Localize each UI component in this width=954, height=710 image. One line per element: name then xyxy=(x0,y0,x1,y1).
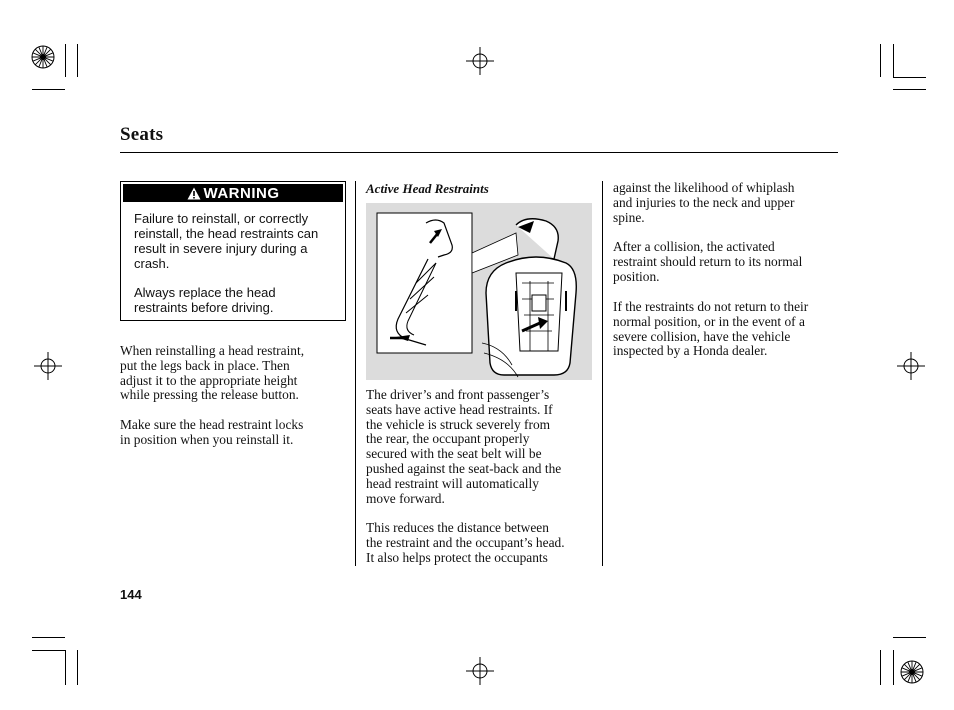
registration-crosshair-icon xyxy=(34,352,62,380)
figure-caption: Active Head Restraints xyxy=(366,181,489,196)
body-paragraph: After a collision, the activated restraint should return to its normal position. xyxy=(613,239,803,284)
color-starburst-icon xyxy=(900,660,924,684)
body-paragraph: When reinstalling a head restraint, put the legs back in place. Then adjust it to the appropriate height while pressing the release button. xyxy=(120,343,305,403)
active-head-restraint-illustration xyxy=(366,203,592,380)
body-paragraph: The driver’s and front passenger’s seats have active head restraints. If the vehicle is struck severely from the rear, the occupant properly secured with the seat belt will be pushed against the seat-back and the head restraint will automatically move forward. xyxy=(366,387,562,506)
warning-label: WARNING xyxy=(203,184,280,202)
warning-triangle-icon xyxy=(187,187,201,200)
warning-box xyxy=(120,181,346,321)
body-paragraph: Make sure the head restraint locks in position when you reinstall it. xyxy=(120,417,304,447)
registration-crosshair-icon xyxy=(466,47,494,75)
warning-paragraph: Always replace the head restraints before driving. xyxy=(134,285,276,315)
column-divider xyxy=(602,181,603,566)
figure-panel xyxy=(366,203,592,380)
warning-banner xyxy=(123,184,343,202)
body-paragraph: against the likelihood of whiplash and injuries to the neck and upper spine. xyxy=(613,180,795,225)
body-paragraph: If the restraints do not return to their normal position, or in the event of a severe collision, have the vehicle inspected by a Honda dealer. xyxy=(613,299,809,359)
registration-crosshair-icon xyxy=(466,657,494,685)
page-number: 144 xyxy=(120,587,142,602)
column-divider xyxy=(355,181,356,566)
color-starburst-icon xyxy=(31,45,55,69)
body-paragraph: This reduces the distance between the restraint and the occupant’s head. It also helps protect the occupants xyxy=(366,520,565,565)
title-rule xyxy=(120,152,838,153)
page-title: Seats xyxy=(120,124,164,145)
warning-paragraph: Failure to reinstall, or correctly reinstall, the head restraints can result in severe injury during a crash. xyxy=(134,211,319,271)
registration-crosshair-icon xyxy=(897,352,925,380)
